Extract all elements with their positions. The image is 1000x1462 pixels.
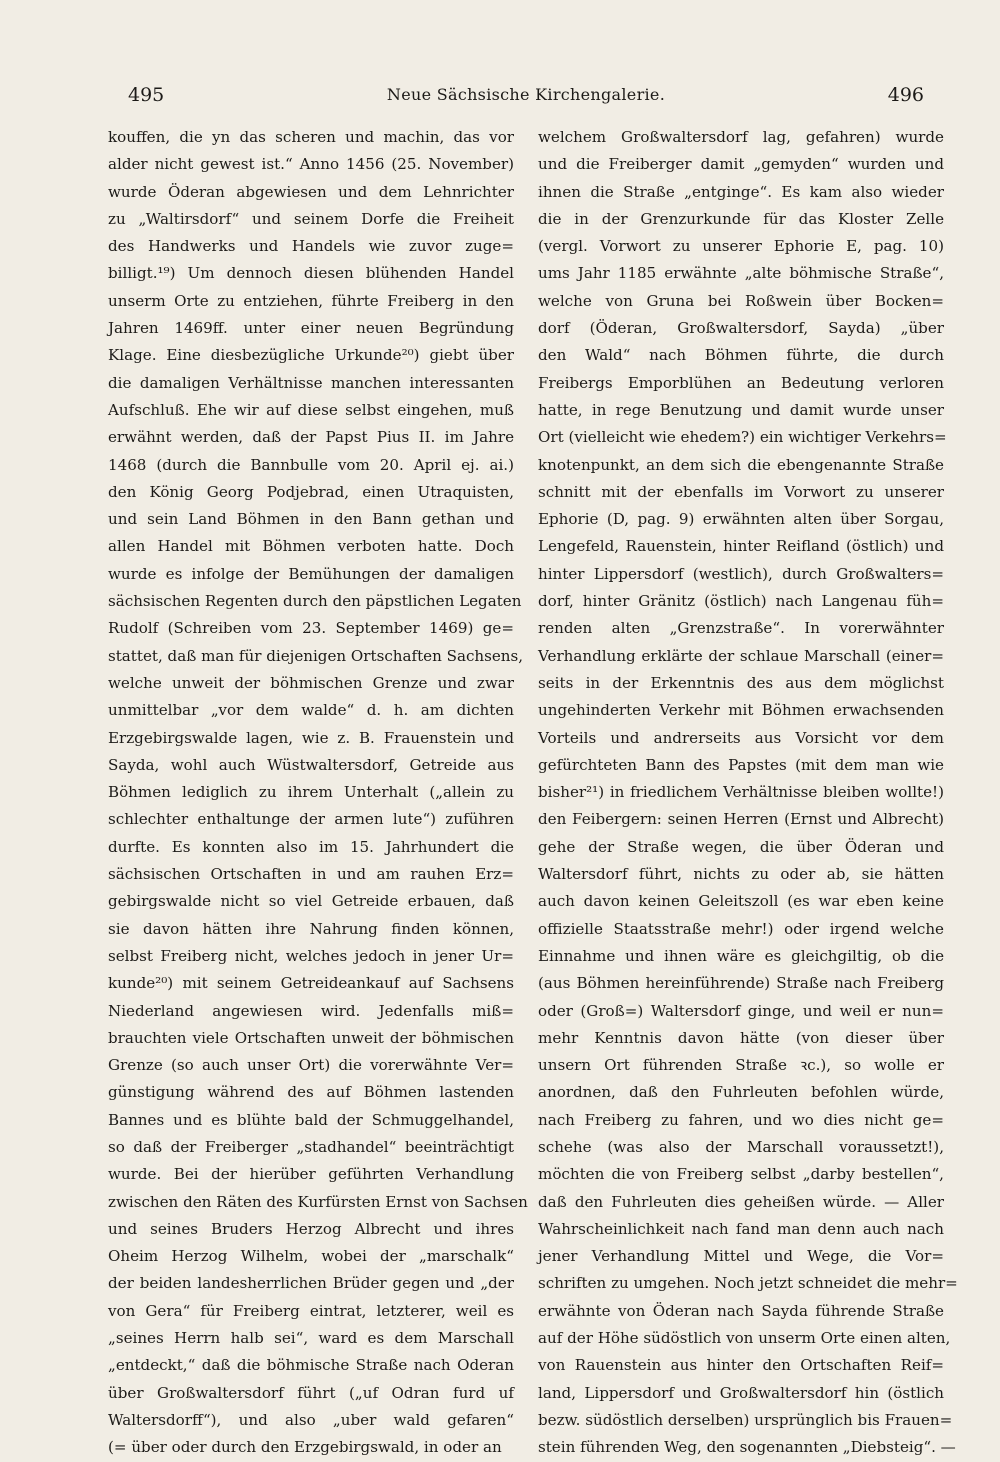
text-line: (vergl. Vorwort zu unserer Ephorie E, pag. 10): [538, 237, 944, 256]
text-line: „seines Herrn halb sei“, ward es dem Marschall: [108, 1329, 514, 1348]
text-line: seits in der Erkenntnis des aus dem möglichst: [538, 673, 944, 692]
text-line: stein führenden Weg, den sogenannten „Diebsteig“. —: [538, 1438, 956, 1457]
page-number-left: 495: [128, 84, 165, 106]
text-line: allen Handel mit Böhmen verboten hatte. Doch: [108, 537, 514, 556]
text-line: dorf, hinter Gränitz (östlich) nach Langenau füh=: [538, 592, 944, 611]
text-line: den Wald“ nach Böhmen führte, die durch: [538, 346, 944, 365]
text-line: und seines Bruders Herzog Albrecht und ihres: [108, 1219, 514, 1238]
text-line: 1468 (durch die Bannbulle vom 20. April ej. ai.): [108, 455, 514, 474]
text-line: schehe (was also der Marschall voraussetzt!),: [538, 1137, 944, 1156]
text-line: wurde Öderan abgewiesen und dem Lehnrichter: [108, 182, 514, 201]
text-line: wurde es infolge der Bemühungen der damaligen: [108, 564, 514, 583]
text-line: hinter Lippersdorf (westlich), durch Großwalters=: [538, 564, 944, 583]
text-line: anordnen, daß den Fuhrleuten befohlen würde,: [538, 1083, 944, 1102]
text-line: dorf (Öderan, Großwaltersdorf, Sayda) „über: [538, 319, 944, 338]
text-line: erwähnte von Öderan nach Sayda führende Straße: [538, 1301, 944, 1320]
text-line: die damaligen Verhältnisse manchen interessanten: [108, 373, 514, 392]
text-line: Waltersdorff“), und also „uber wald gefaren“: [108, 1410, 514, 1429]
text-line: schlechter enthaltunge der armen lute“) zuführen: [108, 810, 514, 829]
text-line: Klage. Eine diesbezügliche Urkunde²⁰) giebt über: [108, 346, 514, 365]
text-line: Verhandlung erklärte der schlaue Marschall (einer=: [538, 646, 944, 665]
text-line: Freibergs Emporblühen an Bedeutung verloren: [538, 373, 944, 392]
text-line: von Gera“ für Freiberg eintrat, letzterer, weil es: [108, 1301, 514, 1320]
text-line: wurde. Bei der hierüber geführten Verhandlung: [108, 1165, 514, 1184]
text-line: von Rauenstein aus hinter den Ortschaften Reif=: [538, 1356, 944, 1375]
text-line: Lengefeld, Rauenstein, hinter Reifland (östlich) und: [538, 537, 944, 556]
text-line: hatte, in rege Benutzung und damit wurde unser: [538, 400, 944, 419]
text-line: gefürchteten Bann des Papstes (mit dem man wie: [538, 755, 944, 774]
text-line: (= über oder durch den Erzgebirgswald, in oder an: [108, 1438, 502, 1457]
text-line: günstigung während des auf Böhmen lastenden: [108, 1083, 514, 1102]
text-line: welchem Großwaltersdorf lag, gefahren) wurde: [538, 128, 944, 146]
text-line: oder (Groß=) Waltersdorf ginge, und weil er nun=: [538, 1001, 944, 1020]
text-line: nach Freiberg zu fahren, und wo dies nicht ge=: [538, 1110, 944, 1129]
text-line: Aufschluß. Ehe wir auf diese selbst eingehen, muß: [108, 400, 514, 419]
text-line: so daß der Freiberger „stadhandel“ beeinträchtigt: [108, 1137, 514, 1156]
text-line: sie davon hätten ihre Nahrung finden können,: [108, 919, 514, 938]
text-line: sächsischen Ortschaften in und am rauhen Erz=: [108, 865, 514, 884]
text-line: (aus Böhmen hereinführende) Straße nach Freiberg: [538, 974, 944, 993]
text-line: selbst Freiberg nicht, welches jedoch in jener Ur=: [108, 946, 514, 965]
text-line: Sayda, wohl auch Wüstwaltersdorf, Getreide aus: [108, 755, 514, 774]
text-line: ums Jahr 1185 erwähnte „alte böhmische Straße“,: [538, 264, 944, 283]
text-line: Oheim Herzog Wilhelm, wobei der „marschalk“: [108, 1247, 514, 1266]
text-line: und sein Land Böhmen in den Bann gethan und: [108, 510, 514, 529]
text-line: Niederland angewiesen wird. Jedenfalls miß=: [108, 1001, 514, 1020]
text-line: Erzgebirgswalde lagen, wie z. B. Frauenstein und: [108, 728, 514, 747]
text-line: auf der Höhe südöstlich von unserm Orte einen alten,: [538, 1329, 951, 1348]
text-line: Einnahme und ihnen wäre es gleichgiltig, ob die: [538, 946, 944, 965]
text-line: Wahrscheinlichkeit nach fand man denn auch nach: [538, 1219, 944, 1238]
text-line: möchten die von Freiberg selbst „darby bestellen“,: [538, 1165, 944, 1184]
text-line: ihnen die Straße „entginge“. Es kam also wieder: [538, 182, 944, 201]
text-line: knotenpunkt, an dem sich die ebengenannte Straße: [538, 455, 944, 474]
text-line: alder nicht gewest ist.“ Anno 1456 (25. November): [108, 155, 514, 174]
text-line: gebirgswalde nicht so viel Getreide erbauen, daß: [108, 892, 514, 911]
text-line: Ephorie (D, pag. 9) erwähnten alten über Sorgau,: [538, 510, 944, 529]
text-line: daß den Fuhrleuten dies geheißen würde. — Aller: [538, 1192, 944, 1211]
left-column: [108, 124, 528, 1462]
running-title: Neue Sächsische Kirchengalerie.: [386, 85, 666, 104]
text-line: welche unweit der böhmischen Grenze und zwar: [108, 673, 514, 692]
text-line: Jahren 1469ff. unter einer neuen Begründung: [108, 319, 514, 338]
text-line: bisher²¹) in friedlichem Verhältnisse bleiben wollte!): [538, 783, 944, 802]
text-line: ungehinderten Verkehr mit Böhmen erwachsenden: [538, 701, 944, 720]
text-line: unserm Orte zu entziehen, führte Freiberg in den: [108, 291, 514, 310]
text-line: Ort (vielleicht wie ehedem?) ein wichtiger Verkehrs=: [538, 428, 947, 447]
text-line: Böhmen lediglich zu ihrem Unterhalt („allein zu: [108, 783, 514, 802]
text-line: Grenze (so auch unser Ort) die vorerwähnte Ver=: [108, 1056, 514, 1075]
text-line: und die Freiberger damit „gemyden“ wurden und: [538, 155, 944, 174]
right-column: [538, 124, 958, 1462]
text-line: billigt.¹⁹) Um dennoch diesen blühenden Handel: [108, 264, 514, 283]
text-line: Rudolf (Schreiben vom 23. September 1469) ge=: [108, 619, 514, 638]
text-line: welche von Gruna bei Roßwein über Bocken=: [538, 291, 944, 310]
page-number-right: 496: [887, 84, 924, 106]
text-line: durfte. Es konnten also im 15. Jahrhundert die: [108, 837, 514, 856]
text-line: unsern Ort führenden Straße ꝛc.), so wolle er: [538, 1056, 944, 1075]
text-line: stattet, daß man für diejenigen Ortschaften Sachsens,: [108, 646, 524, 665]
text-line: den Feibergern: seinen Herren (Ernst und Albrecht): [538, 810, 944, 829]
text-line: land, Lippersdorf und Großwaltersdorf hin (östlich: [538, 1383, 944, 1402]
text-line: Bannes und es blühte bald der Schmuggelhandel,: [108, 1110, 514, 1129]
text-line: des Handwerks und Handels wie zuvor zuge=: [108, 237, 514, 256]
text-line: kouffen, die yn das scheren und machin, das vor: [108, 128, 514, 146]
text-line: offizielle Staatsstraße mehr!) oder irgend welche: [538, 919, 944, 938]
text-line: „entdeckt,“ daß die böhmische Straße nach Oderan: [108, 1356, 514, 1375]
text-line: gehe der Straße wegen, die über Öderan und: [538, 837, 944, 856]
text-line: erwähnt werden, daß der Papst Pius II. im Jahre: [108, 428, 514, 447]
text-line: jener Verhandlung Mittel und Wege, die Vor=: [538, 1247, 944, 1266]
text-line: schriften zu umgehen. Noch jetzt schneidet die mehr=: [538, 1274, 958, 1293]
text-line: zu „Waltirsdorf“ und seinem Dorfe die Freiheit: [108, 209, 514, 228]
text-line: kunde²⁰) mit seinem Getreideankauf auf Sachsens: [108, 974, 514, 993]
text-line: mehr Kenntnis davon hätte (von dieser über: [538, 1028, 944, 1047]
text-line: schnitt mit der ebenfalls im Vorwort zu unserer: [538, 482, 944, 501]
text-line: Vorteils und andrerseits aus Vorsicht vor dem: [538, 728, 944, 747]
text-line: renden alten „Grenzstraße“. In vorerwähnter: [538, 619, 944, 638]
text-line: der beiden landesherrlichen Brüder gegen und „der: [108, 1274, 514, 1293]
text-line: den König Georg Podjebrad, einen Utraquisten,: [108, 482, 514, 501]
text-line: bezw. südöstlich derselben) ursprünglich bis Frauen=: [538, 1410, 953, 1429]
text-line: Waltersdorf führt, nichts zu oder ab, sie hätten: [538, 865, 944, 884]
text-line: auch davon keinen Geleitszoll (es war eben keine: [538, 892, 944, 911]
text-line: sächsischen Regenten durch den päpstlichen Legaten: [108, 592, 522, 611]
text-line: die in der Grenzurkunde für das Kloster Zelle: [538, 209, 944, 228]
text-line: brauchten viele Ortschaften unweit der böhmischen: [108, 1028, 514, 1047]
text-line: zwischen den Räten des Kurfürsten Ernst von Sachsen: [108, 1192, 528, 1211]
page-header: [128, 80, 924, 110]
text-line: über Großwaltersdorf führt („uf Odran furd uf: [108, 1383, 514, 1402]
text-line: unmittelbar „vor dem walde“ d. h. am dichten: [108, 701, 514, 720]
